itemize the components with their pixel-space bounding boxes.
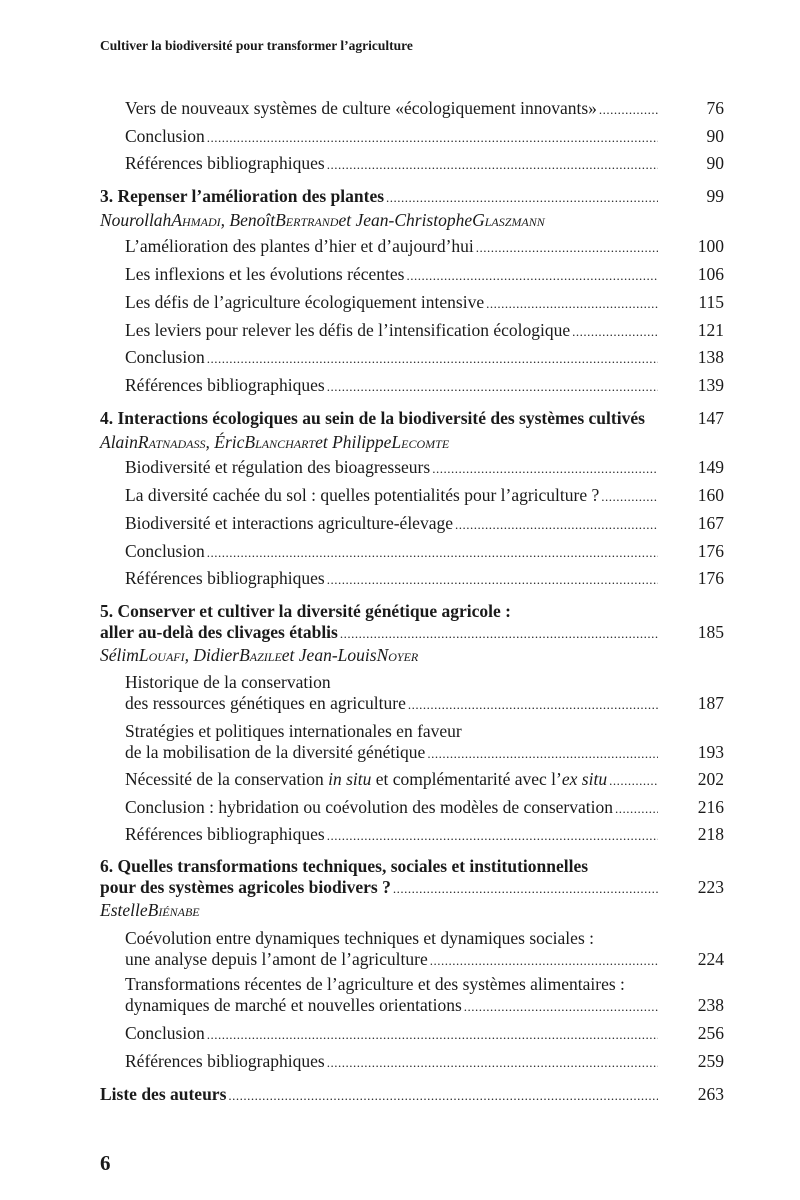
entry-page: 176 xyxy=(697,541,724,561)
author-surname: Bazile xyxy=(239,645,282,665)
entry-title: dynamiques de marché et nouvelles orientations xyxy=(125,995,462,1015)
author-surname: Glaszmann xyxy=(472,210,545,230)
author-surname: Bertrand xyxy=(275,210,339,230)
toc-entry[interactable] xyxy=(125,740,724,766)
dot-leader xyxy=(207,541,658,565)
entry-page: 216 xyxy=(697,797,724,817)
entry-title: La diversité cachée du sol : quelles potentialités pour l’agriculture ? xyxy=(125,485,600,505)
toc-entry[interactable] xyxy=(125,455,724,481)
dot-leader xyxy=(476,236,658,260)
author-surname: Louafi xyxy=(138,645,185,665)
entry-title: Coévolution entre dynamiques techniques et dynamiques sociales : xyxy=(125,928,594,948)
dot-leader xyxy=(464,995,658,1019)
chapter-title: 6. Quelles transformations techniques, sociales et institutionnelles xyxy=(100,856,589,876)
author-text: et Jean-Louis xyxy=(281,645,377,665)
entry-page: 147 xyxy=(697,408,724,428)
entry-title: Références bibliographiques xyxy=(125,1051,325,1071)
toc-entry[interactable] xyxy=(125,483,724,509)
entry-page: 139 xyxy=(697,375,724,395)
entry-page: 115 xyxy=(698,292,724,312)
author-text: , Didier xyxy=(184,645,240,665)
entry-page: 256 xyxy=(697,1023,724,1043)
toc-entry[interactable] xyxy=(125,767,724,793)
entry-page: 99 xyxy=(706,186,724,206)
title-text: et complémentarité avec l’ xyxy=(371,769,562,789)
page-number: 6 xyxy=(100,1151,111,1175)
toc-entry[interactable] xyxy=(125,993,724,1019)
entry-title: Biodiversité et interactions agriculture-élevage xyxy=(125,513,453,533)
chapter-title: 4. Interactions écologiques au sein de la biodiversité des systèmes cultivés xyxy=(100,408,645,428)
entry-page: 90 xyxy=(706,126,724,146)
entry-page: 90 xyxy=(706,153,724,173)
toc-entry[interactable] xyxy=(125,822,724,848)
author-text: et Jean-Christophe xyxy=(338,210,473,230)
entry-page: 176 xyxy=(697,568,724,588)
entry-title: Les défis de l’agriculture écologiquement intensive xyxy=(125,292,485,312)
dot-leader xyxy=(430,949,658,973)
dot-leader xyxy=(327,568,658,592)
entry-page: 121 xyxy=(697,320,724,340)
dot-leader xyxy=(599,98,658,122)
entry-title: une analyse depuis l’amont de l’agriculture xyxy=(125,949,428,969)
chapter-entry[interactable] xyxy=(100,1082,724,1108)
entry-title: Références bibliographiques xyxy=(125,568,325,588)
toc-entry[interactable] xyxy=(125,262,724,288)
chapter-entry[interactable] xyxy=(100,184,724,210)
entry-page: 160 xyxy=(697,485,724,505)
title-italic: in situ xyxy=(328,769,372,789)
entry-title xyxy=(125,767,607,791)
title-text: Nécessité de la conservation xyxy=(125,769,329,789)
toc-entry[interactable] xyxy=(125,373,724,399)
chapter-title: 5. Conserver et cultiver la diversité génétique agricole : xyxy=(100,601,511,621)
dot-leader xyxy=(486,292,658,316)
toc-entry[interactable] xyxy=(125,1049,724,1075)
toc-entry[interactable] xyxy=(125,151,724,177)
entry-page: 138 xyxy=(697,347,724,367)
entry-page: 202 xyxy=(697,769,724,789)
dot-leader xyxy=(572,320,658,344)
author-surname: Blanchart xyxy=(244,432,316,452)
entry-page: 106 xyxy=(697,264,724,284)
entry-title: Biodiversité et régulation des bioagresseurs xyxy=(125,457,431,477)
author-text: Sélim xyxy=(100,645,139,665)
dot-leader xyxy=(327,153,658,177)
entry-page: 193 xyxy=(697,742,724,762)
toc-entry[interactable] xyxy=(125,539,724,565)
toc-entry[interactable] xyxy=(125,234,724,260)
toc-entry[interactable] xyxy=(125,96,724,122)
chapter-title: Liste des auteurs xyxy=(100,1084,227,1104)
dot-leader xyxy=(455,513,658,537)
entry-page: 76 xyxy=(706,98,724,118)
entry-page: 238 xyxy=(697,995,724,1015)
entry-title: Conclusion xyxy=(125,1023,205,1043)
toc-entry[interactable] xyxy=(125,795,724,821)
entry-title: Références bibliographiques xyxy=(125,824,325,844)
entry-title: des ressources génétiques en agriculture xyxy=(125,693,406,713)
dot-leader xyxy=(615,797,658,821)
title-italic: ex situ xyxy=(561,769,608,789)
author-surname: Lecomte xyxy=(391,432,450,452)
dot-leader xyxy=(228,1084,658,1108)
toc-entry[interactable] xyxy=(125,290,724,316)
entry-title: L’amélioration des plantes d’hier et d’aujourd’hui xyxy=(125,236,474,256)
dot-leader xyxy=(207,347,658,371)
author-surname: Ahmadi xyxy=(171,210,221,230)
entry-title: Conclusion xyxy=(125,126,205,146)
entry-title: Références bibliographiques xyxy=(125,153,325,173)
dot-leader xyxy=(609,769,658,793)
dot-leader xyxy=(327,824,658,848)
entry-title: Transformations récentes de l’agriculture et des systèmes alimentaires : xyxy=(125,974,625,994)
chapter-title: pour des systèmes agricoles biodivers ? xyxy=(100,877,391,897)
chapter-title: 3. Repenser l’amélioration des plantes xyxy=(100,186,385,206)
dot-leader xyxy=(207,1023,658,1047)
entry-page: 223 xyxy=(697,877,724,897)
entry-title: Vers de nouveaux systèmes de culture «écologiquement innovants» xyxy=(125,98,597,118)
entry-title: Références bibliographiques xyxy=(125,375,325,395)
toc-entry[interactable] xyxy=(125,345,724,371)
entry-title: Stratégies et politiques internationales en faveur xyxy=(125,721,462,741)
entry-title: Conclusion xyxy=(125,541,205,561)
chapter-authors xyxy=(100,430,724,454)
dot-leader xyxy=(327,1051,658,1075)
entry-title: Conclusion xyxy=(125,347,205,367)
toc-entry[interactable] xyxy=(125,124,724,150)
toc-entry[interactable] xyxy=(125,511,724,537)
chapter-authors xyxy=(100,898,724,922)
chapter-title: aller au-delà des clivages établis xyxy=(100,622,338,642)
toc-entry[interactable] xyxy=(125,318,724,344)
entry-page: 149 xyxy=(697,457,724,477)
entry-page: 263 xyxy=(697,1084,724,1104)
running-head: Cultiver la biodiversité pour transformer l’agriculture xyxy=(100,38,413,53)
author-text: , Benoît xyxy=(220,210,276,230)
entry-page: 100 xyxy=(697,236,724,256)
entry-page: 218 xyxy=(697,824,724,844)
author-surname: Ratnadass xyxy=(137,432,206,452)
dot-leader xyxy=(601,485,658,509)
author-text: , Éric xyxy=(205,432,245,452)
author-surname: Biénabe xyxy=(147,900,200,920)
entry-title: de la mobilisation de la diversité génétique xyxy=(125,742,426,762)
entry-page: 259 xyxy=(697,1051,724,1071)
entry-page: 187 xyxy=(697,693,724,713)
entry-title: Les leviers pour relever les défis de l’intensification écologique xyxy=(125,320,571,340)
chapter-authors xyxy=(100,643,724,667)
author-text: Nourollah xyxy=(100,210,172,230)
entry-page: 185 xyxy=(697,622,724,642)
chapter-entry[interactable] xyxy=(100,406,724,430)
toc-entry[interactable] xyxy=(125,1021,724,1047)
toc-entry[interactable] xyxy=(125,947,724,973)
entry-page: 224 xyxy=(697,949,724,969)
author-text: Estelle xyxy=(100,900,148,920)
toc-entry[interactable] xyxy=(125,566,724,592)
dot-leader xyxy=(207,126,658,150)
author-text: et Philippe xyxy=(315,432,392,452)
dot-leader xyxy=(386,186,658,210)
entry-page: 167 xyxy=(697,513,724,533)
dot-leader xyxy=(408,693,658,717)
dot-leader xyxy=(327,375,658,399)
author-text: Alain xyxy=(100,432,138,452)
entry-title: Historique de la conservation xyxy=(125,672,331,692)
author-surname: Noyer xyxy=(376,645,419,665)
dot-leader xyxy=(432,457,658,481)
entry-title: Conclusion : hybridation ou coévolution des modèles de conservation xyxy=(125,797,613,817)
toc-entry[interactable] xyxy=(125,691,724,717)
dot-leader xyxy=(406,264,658,288)
dot-leader xyxy=(427,742,658,766)
chapter-authors xyxy=(100,208,724,232)
entry-title: Les inflexions et les évolutions récentes xyxy=(125,264,405,284)
